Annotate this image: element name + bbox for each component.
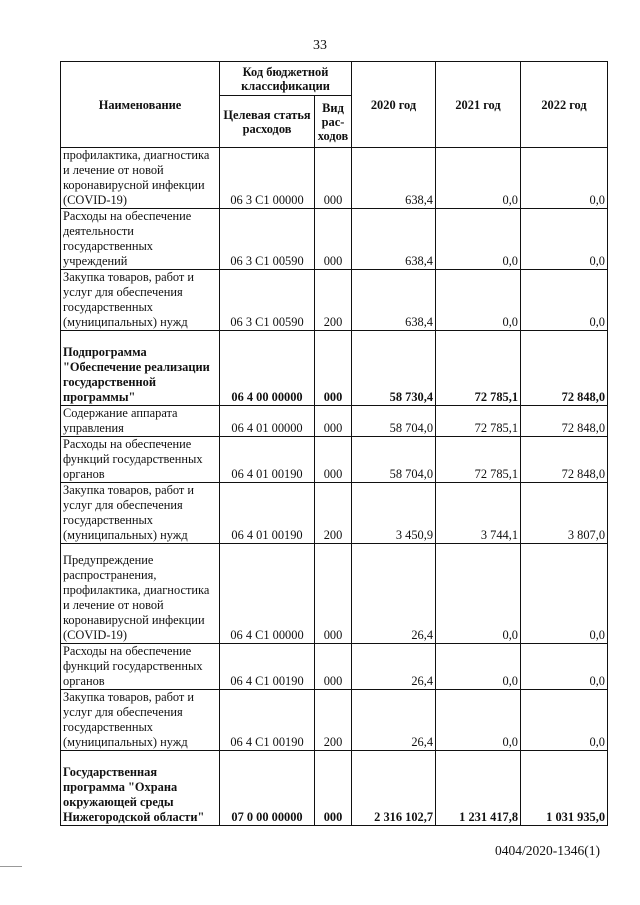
row-name: Расходы на обеспечение функций государственных органов: [61, 437, 220, 483]
row-value-2022: 0,0: [521, 644, 608, 690]
row-expense-type: 000: [315, 751, 352, 826]
row-value-2020: 26,4: [352, 544, 436, 644]
row-value-2022: 3 807,0: [521, 483, 608, 544]
row-value-2022: 1 031 935,0: [521, 751, 608, 826]
row-value-2022: 0,0: [521, 544, 608, 644]
row-name: профилактика, диагностика и лечение от новой коронавирусной инфекции (COVID-19): [61, 148, 220, 209]
table-row: [61, 690, 608, 751]
row-value-2021: 0,0: [436, 148, 521, 209]
document-code: 0404/2020-1346(1): [495, 843, 600, 858]
row-value-2022: 0,0: [521, 270, 608, 331]
row-value-2021: 0,0: [436, 690, 521, 751]
row-name: Закупка товаров, работ и услуг для обеспечения государственных (муниципальных) нужд: [61, 270, 220, 331]
page-number: 33: [313, 38, 327, 53]
row-value-2020: 638,4: [352, 270, 436, 331]
row-value-2020: 26,4: [352, 644, 436, 690]
row-value-2021: 72 785,1: [436, 331, 521, 406]
row-name: Закупка товаров, работ и услуг для обеспечения государственных (муниципальных) нужд: [61, 690, 220, 751]
row-target-code: 06 4 C1 00190: [220, 690, 315, 751]
row-name: Содержание аппарата управления: [61, 406, 220, 437]
header-code-group: Код бюджетной классификации: [220, 62, 352, 96]
row-value-2020: 3 450,9: [352, 483, 436, 544]
row-name: Закупка товаров, работ и услуг для обеспечения государственных (муниципальных) нужд: [61, 483, 220, 544]
row-expense-type: 000: [315, 406, 352, 437]
table-row: [61, 751, 608, 826]
header-2022: 2022 год: [521, 62, 608, 148]
table-row: [61, 270, 608, 331]
row-value-2021: 0,0: [436, 644, 521, 690]
row-value-2020: 58 704,0: [352, 437, 436, 483]
row-expense-type: 000: [315, 331, 352, 406]
row-expense-type: 000: [315, 544, 352, 644]
row-target-code: 06 3 C1 00590: [220, 209, 315, 270]
header-2020: 2020 год: [352, 62, 436, 148]
row-target-code: 06 4 01 00190: [220, 483, 315, 544]
row-value-2022: 72 848,0: [521, 331, 608, 406]
row-value-2020: 638,4: [352, 209, 436, 270]
row-expense-type: 000: [315, 437, 352, 483]
row-expense-type: 200: [315, 483, 352, 544]
row-target-code: 07 0 00 00000: [220, 751, 315, 826]
row-value-2022: 0,0: [521, 690, 608, 751]
row-value-2020: 638,4: [352, 148, 436, 209]
row-name: Расходы на обеспечение функций государственных органов: [61, 644, 220, 690]
row-target-code: 06 4 00 00000: [220, 331, 315, 406]
row-value-2020: 26,4: [352, 690, 436, 751]
table-body: [61, 148, 608, 826]
row-value-2021: 72 785,1: [436, 406, 521, 437]
table-row: [61, 644, 608, 690]
row-target-code: 06 4 C1 00190: [220, 644, 315, 690]
row-name: Подпрограмма "Обеспечение реализации государственной программы": [61, 331, 220, 406]
table-row: [61, 406, 608, 437]
table-header: [61, 62, 608, 148]
budget-table: [60, 61, 608, 826]
table-row: [61, 331, 608, 406]
header-2021: 2021 год: [436, 62, 521, 148]
row-value-2021: 0,0: [436, 544, 521, 644]
header-target-article: Целевая статья расходов: [220, 96, 315, 148]
row-name: Государственная программа "Охрана окружающей среды Нижегородской области": [61, 751, 220, 826]
table-row: [61, 483, 608, 544]
row-value-2020: 58 704,0: [352, 406, 436, 437]
table-row: [61, 544, 608, 644]
row-name: Предупреждение распространения, профилактика, диагностика и лечение от новой коронавирусной инфекции (COVID-19): [61, 544, 220, 644]
table-row: [61, 209, 608, 270]
row-target-code: 06 4 01 00000: [220, 406, 315, 437]
row-value-2021: 0,0: [436, 270, 521, 331]
row-target-code: 06 3 C1 00590: [220, 270, 315, 331]
row-value-2021: 72 785,1: [436, 437, 521, 483]
row-name: Расходы на обеспечение деятельности государственных учреждений: [61, 209, 220, 270]
row-value-2021: 0,0: [436, 209, 521, 270]
table-row: [61, 437, 608, 483]
row-value-2022: 72 848,0: [521, 406, 608, 437]
header-expense-type: Вид рас-ходов: [315, 96, 352, 148]
margin-mark: [0, 866, 22, 867]
row-value-2022: 72 848,0: [521, 437, 608, 483]
table-row: [61, 148, 608, 209]
header-name: Наименование: [61, 62, 220, 148]
row-value-2021: 3 744,1: [436, 483, 521, 544]
row-target-code: 06 4 01 00190: [220, 437, 315, 483]
row-value-2020: 58 730,4: [352, 331, 436, 406]
row-expense-type: 000: [315, 148, 352, 209]
row-expense-type: 000: [315, 644, 352, 690]
row-value-2020: 2 316 102,7: [352, 751, 436, 826]
row-target-code: 06 4 C1 00000: [220, 544, 315, 644]
row-expense-type: 200: [315, 690, 352, 751]
row-target-code: 06 3 C1 00000: [220, 148, 315, 209]
row-value-2022: 0,0: [521, 209, 608, 270]
row-expense-type: 200: [315, 270, 352, 331]
row-value-2022: 0,0: [521, 148, 608, 209]
row-value-2021: 1 231 417,8: [436, 751, 521, 826]
row-expense-type: 000: [315, 209, 352, 270]
